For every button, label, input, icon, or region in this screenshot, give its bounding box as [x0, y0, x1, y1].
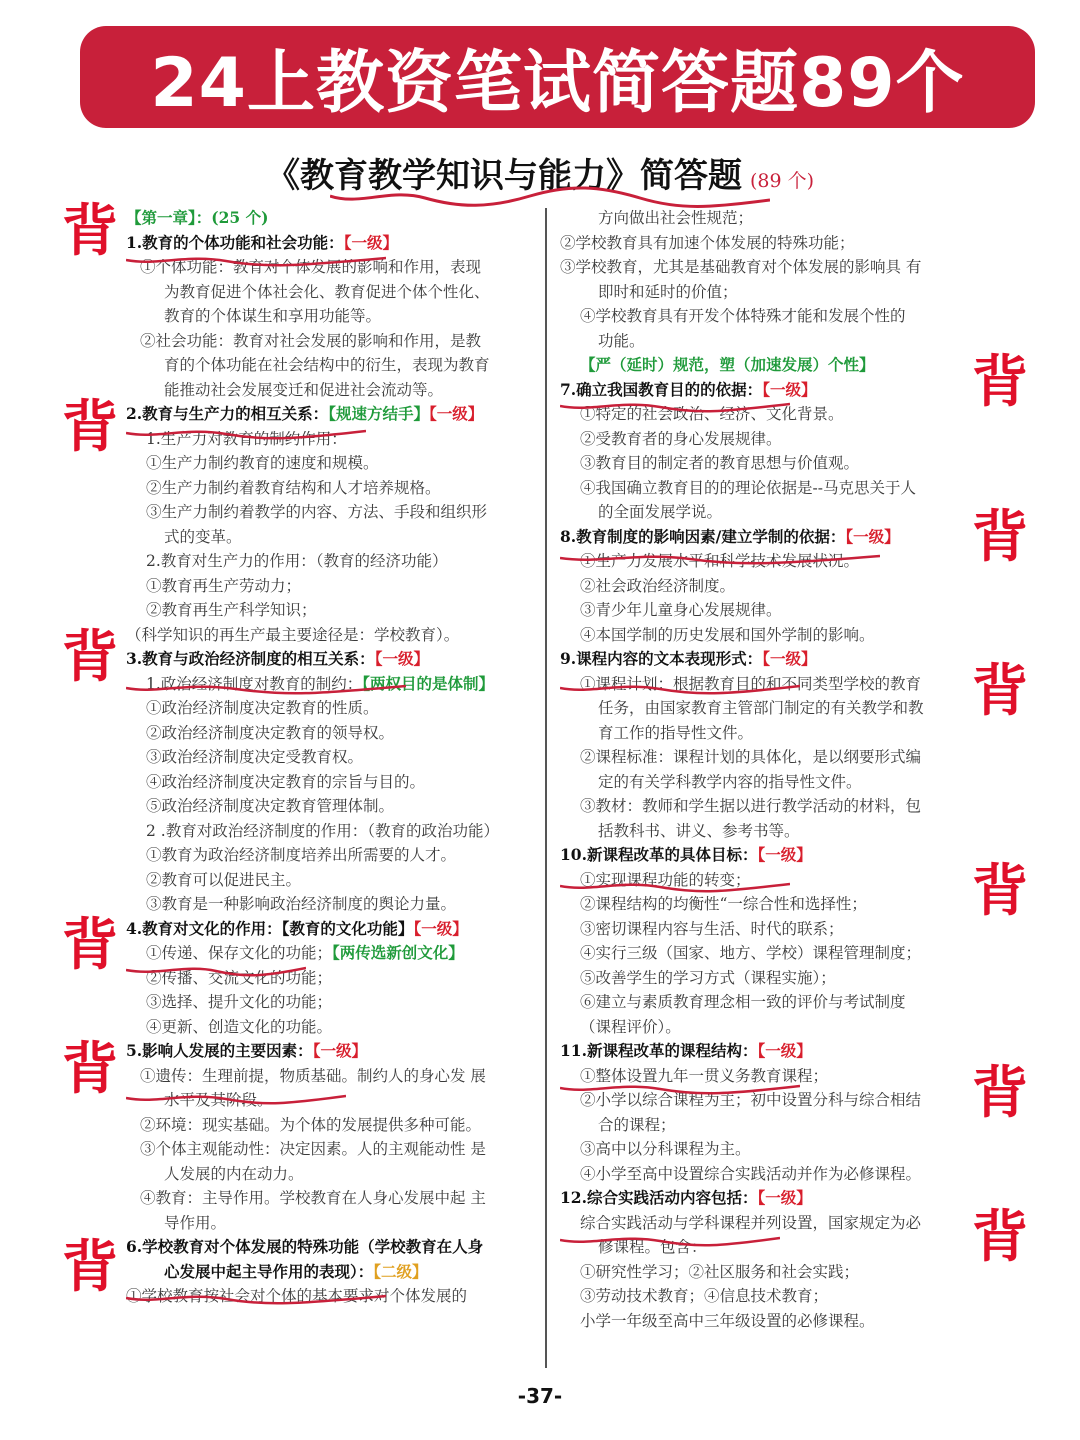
- q1-line: ①个体功能：教育对个体发展的影响和作用，表现: [140, 258, 482, 276]
- q12-line: ③劳动技术教育；④信息技术教育；: [580, 1287, 829, 1305]
- q6-cont-line: 即时和延时的价值；: [598, 282, 738, 301]
- q3-line: ②政治经济制度决定教育的领导权。: [146, 723, 395, 742]
- q12-line: ①研究性学习；②社区服务和社会实践；: [580, 1262, 860, 1281]
- q3-line: 2 .教育对政治经济制度的作用：（教育的政治功能）: [146, 821, 499, 840]
- chapter-heading: 【第一章】：(25 个): [126, 208, 269, 227]
- margin-mark-bei: 背: [62, 625, 118, 690]
- q1-heading: 1.教育的个体功能和社会功能：【一级】: [126, 232, 398, 252]
- q12-line: 小学一年级至高中三年级设置的必修课程。: [580, 1311, 875, 1330]
- q10-line: ④实行三级（国家、地方、学校）课程管理制度；: [580, 944, 922, 962]
- margin-mark-bei: 背: [62, 1037, 118, 1102]
- q3-line: ②教育可以促进民主。: [146, 870, 302, 889]
- q10-line: ②课程结构的均衡性“一综合性和选择性；: [580, 895, 867, 913]
- margin-mark-bei: 背: [972, 1061, 1028, 1126]
- q9-line: 育工作的指导性文件。: [598, 723, 754, 742]
- q5-line: 水平及其阶段。: [164, 1091, 273, 1109]
- q3-line: ⑤政治经济制度决定教育管理体制。: [146, 797, 395, 815]
- q8-line: ①生产力发展水平和科学技术发展状况。: [580, 552, 860, 570]
- q6-cont-line: 功能。: [598, 331, 645, 350]
- margin-mark-bei: 背: [62, 913, 118, 978]
- q2-line: 式的变革。: [164, 527, 242, 546]
- q2-line: （科学知识的再生产最主要途径是：学校教育）。: [126, 625, 460, 644]
- q6-line: ①学校教育按社会对个体的基本要求对个体发展的: [126, 1287, 468, 1305]
- q6-mnemonic: 【严（延时）规范，塑（加速发展）个性】: [580, 355, 875, 374]
- q4-line: ①传递、保存文化的功能；【两传选新创文化】: [146, 943, 464, 962]
- margin-mark-bei: 背: [972, 859, 1028, 924]
- q3-sub1: 1.政治经济制度对教育的制约：【两权目的是体制】: [146, 673, 495, 693]
- q10-line: ⑥建立与素质教育理念相一致的评价与考试制度: [580, 993, 906, 1011]
- q9-line: 括教科书、讲义、参考书等。: [598, 821, 800, 840]
- q8-line: ④本国学制的历史发展和国外学制的影响。: [580, 625, 875, 644]
- q11-line: ①整体设置九年一贯义务教育课程；: [580, 1066, 829, 1085]
- margin-mark-bei: 背: [62, 199, 118, 264]
- q5-line: 导作用。: [164, 1213, 227, 1232]
- q6-heading: 6.学校教育对个体发展的特殊功能（学校教育在人身: [126, 1237, 484, 1256]
- q5-line: ③个体主观能动性：决定因素。人的主观能动性 是: [140, 1140, 486, 1158]
- q1-line: 育的个体功能在社会结构中的衍生，表现为教育: [164, 356, 490, 374]
- q1-line: 教育的个体谋生和享用功能等。: [164, 307, 382, 325]
- page-number: -37-: [517, 1384, 563, 1408]
- q5-line: 人发展的内在动力。: [164, 1164, 304, 1183]
- q7-line: ①特定的社会政治、经济、文化背景。: [580, 405, 844, 423]
- subtitle-row: [0, 148, 1080, 197]
- subtitle: 《教育教学知识与能力》简答题: [265, 156, 742, 196]
- q8-heading: 8.教育制度的影响因素/建立学制的依据：【一级】: [560, 526, 900, 546]
- q4-line: ②传播、交流文化的功能；: [146, 968, 333, 987]
- left-column: [126, 206, 536, 1309]
- q5-line: ④教育：主导作用。学校教育在人身心发展中起 主: [140, 1189, 486, 1207]
- q5-line: ②环境：现实基础。为个体的发展提供多种可能。: [140, 1115, 482, 1134]
- margin-mark-bei: 背: [972, 659, 1028, 724]
- q2-line: 2.教育对生产力的作用：（教育的经济功能）: [146, 552, 448, 570]
- margin-mark-bei: 背: [972, 350, 1028, 415]
- q11-line: ②小学以综合课程为主；初中设置分科与综合相结: [580, 1091, 922, 1109]
- column-divider: [545, 208, 547, 1368]
- q11-line: 合的课程；: [598, 1115, 676, 1134]
- q11-line: ④小学至高中设置综合实践活动并作为必修课程。: [580, 1164, 922, 1183]
- margin-mark-bei: 背: [972, 1205, 1028, 1270]
- margin-mark-bei: 背: [972, 505, 1028, 570]
- q8-line: ③青少年儿童身心发展规律。: [580, 601, 782, 619]
- q9-heading: 9.课程内容的文本表现形式：【一级】: [560, 649, 817, 668]
- q7-line: ③教育目的制定者的教育思想与价值观。: [580, 454, 860, 472]
- q8-line: ②社会政治经济制度。: [580, 576, 736, 595]
- q6-cont-line: ②学校教育具有加速个体发展的特殊功能；: [560, 233, 855, 252]
- q9-line: 定的有关学科教学内容的指导性文件。: [598, 772, 862, 791]
- q2-line: ①教育再生产劳动力；: [146, 576, 302, 595]
- q4-heading: 4.教育对文化的作用：【教育的文化功能】【一级】: [126, 918, 468, 938]
- q9-line: ①课程计划：根据教育目的和不同类型学校的教育: [580, 674, 922, 693]
- q9-line: ③教材：教师和学生据以进行教学活动的材料，包: [580, 797, 922, 815]
- q3-heading: 3.教育与政治经济制度的相互关系：【一级】: [126, 649, 429, 668]
- q7-heading: 7.确立我国教育目的的依据：【一级】: [560, 379, 817, 399]
- q5-line: ①遗传：生理前提，物质基础。制约人的身心发 展: [140, 1066, 486, 1085]
- q10-line: ①实现课程功能的转变；: [580, 870, 751, 889]
- q1-line: 能推动社会发展变迁和促进社会流动等。: [164, 380, 444, 399]
- margin-mark-bei: 背: [62, 395, 118, 460]
- q2-line: ②教育再生产科学知识；: [146, 601, 317, 619]
- q7-line: ②受教育者的身心发展规律。: [580, 429, 782, 448]
- title-banner: [80, 26, 1035, 128]
- q3-line: ①政治经济制度决定教育的性质。: [146, 699, 379, 717]
- q10-line: （课程评价）。: [580, 1017, 681, 1036]
- q3-line: ③教育是一种影响政治经济制度的舆论力量。: [146, 895, 457, 913]
- q12-line: 修课程。包含：: [598, 1238, 707, 1256]
- q1-line: 为教育促进个体社会化、教育促进个体个性化、: [164, 282, 490, 301]
- q2-line: ①生产力制约教育的速度和规模。: [146, 454, 379, 472]
- subtitle-count: (89 个): [749, 170, 815, 192]
- q6-cont-line: ④学校教育具有开发个体特殊才能和发展个性的: [580, 307, 906, 325]
- q3-line: ①教育为政治经济制度培养出所需要的人才。: [146, 846, 457, 864]
- q10-heading: 10.新课程改革的具体目标：【一级】: [560, 845, 812, 864]
- q11-heading: 11.新课程改革的课程结构：【一级】: [560, 1041, 812, 1060]
- q7-line: ④我国确立教育目的的理论依据是--马克思关于人: [580, 478, 916, 497]
- q2-line: ③生产力制约着教学的内容、方法、手段和组织形: [146, 503, 488, 521]
- q12-line: 综合实践活动与学科课程并列设置，国家规定为必: [580, 1213, 922, 1232]
- q1-line: ②社会功能：教育对社会发展的影响和作用，是教: [140, 331, 482, 350]
- q6-cont-line: ③学校教育，尤其是基础教育对个体发展的影响具 有: [560, 258, 922, 276]
- q9-line: 任务，由国家教育主管部门制定的有关教学和教: [598, 699, 924, 717]
- q9-line: ②课程标准：课程计划的具体化，是以纲要形式编: [580, 748, 922, 766]
- q4-line: ④更新、创造文化的功能。: [146, 1017, 333, 1036]
- q10-line: ⑤改善学生的学习方式（课程实施）；: [580, 968, 836, 987]
- right-column: [560, 206, 970, 1333]
- q3-line: ③政治经济制度决定受教育权。: [146, 748, 364, 766]
- banner-title: 24上教资笔试简答题89个: [150, 43, 965, 123]
- q7-line: 的全面发展学说。: [598, 503, 723, 521]
- q6-cont-line: 方向做出社会性规范；: [598, 209, 754, 227]
- q6-heading-cont: 心发展中起主导作用的表现）：【二级】: [164, 1261, 428, 1281]
- q2-line: ②生产力制约着教育结构和人才培养规格。: [146, 478, 441, 497]
- q4-line: ③选择、提升文化的功能；: [146, 993, 333, 1011]
- q5-heading: 5.影响人发展的主要因素：【一级】: [126, 1041, 367, 1060]
- q12-heading: 12.综合实践活动内容包括：【一级】: [560, 1188, 812, 1207]
- q2-heading: 2.教育与生产力的相互关系：【规速方结手】【一级】: [126, 404, 484, 423]
- q2-line: 1.生产力对教育的制约作用：: [146, 429, 347, 448]
- q3-line: ④政治经济制度决定教育的宗旨与目的。: [146, 772, 426, 791]
- q10-line: ③密切课程内容与生活、时代的联系；: [580, 919, 844, 938]
- margin-mark-bei: 背: [62, 1235, 118, 1300]
- q11-line: ③高中以分科课程为主。: [580, 1140, 751, 1158]
